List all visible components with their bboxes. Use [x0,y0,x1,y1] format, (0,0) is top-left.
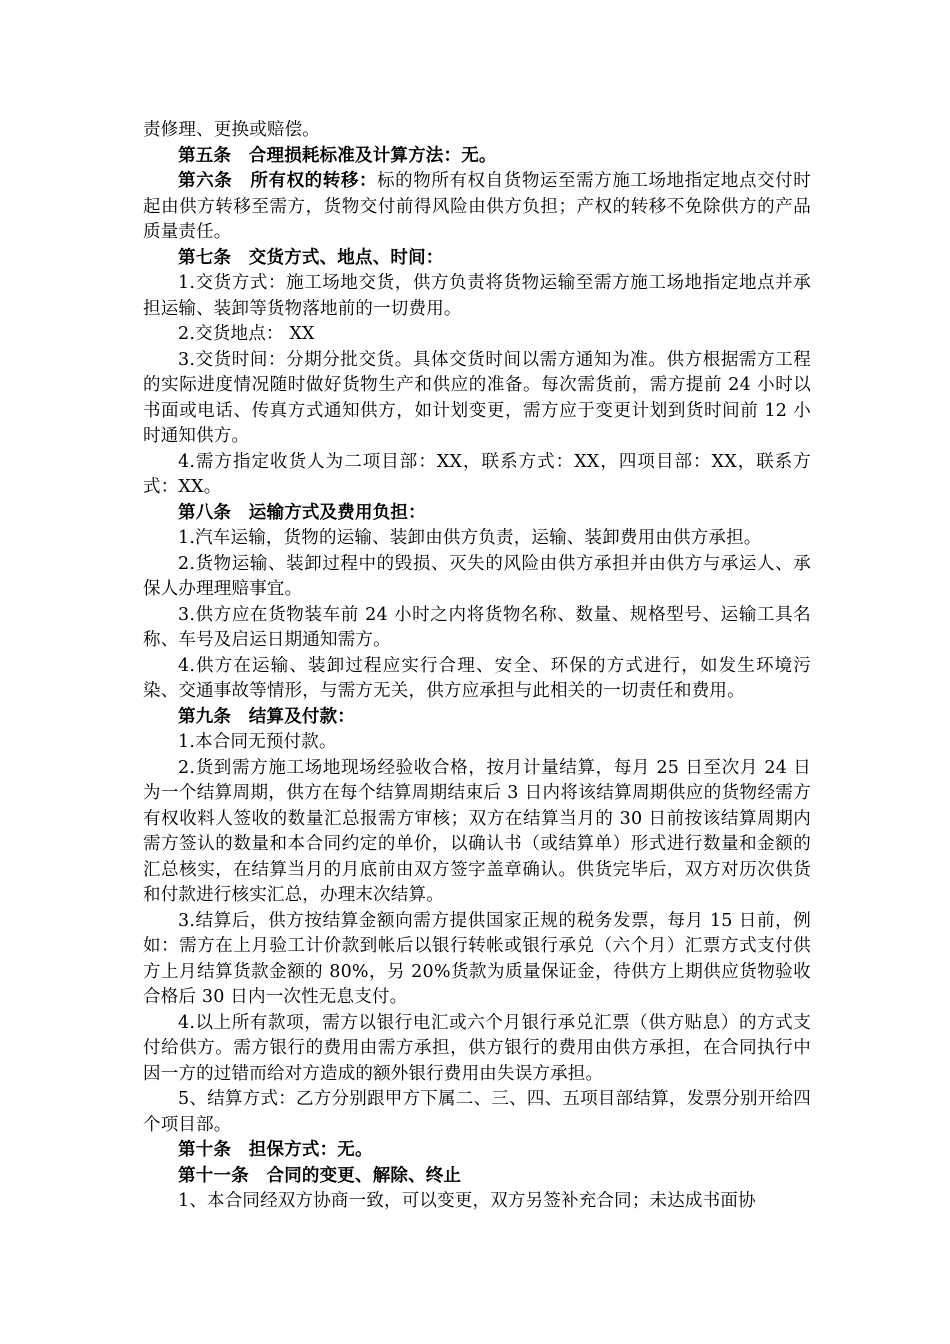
paragraph-text: 3.交货时间：分期分批交货。具体交货时间以需方通知为准。供方根据需方工程的实际进度情况随时做好货物生产和供应的准备。每次需货前，需方提前 24 小时以书面或电话、传真方式通知供方，如计划变更，需方应于变更计划到货时间前 12 小时通知供方。 [143,349,811,446]
contract-text-body [143,118,811,1215]
article-heading: 第六条 所有权的转移： [178,171,378,191]
paragraph-text: 3.结算后，供方按结算金额向需方提供国家正规的税务发票，每月 15 日前，例如：需方在上月验工计价款到帐后以银行转帐或银行承兑（六个月）汇票方式支付供方上月结算货款金额的 80%，另 20%货款为质量保证金，待供方上期供应货物验收合格后 30 日内一次性无息支付。 [143,910,811,1007]
paragraph-text: 5、结算方式：乙方分别跟甲方下属二、三、四、五项目部结算，发票分别开给四个项目部。 [143,1089,811,1135]
paragraph-text: 4.供方在运输、装卸过程应实行合理、安全、环保的方式进行，如发生环境污染、交通事故等情形，与需方无关，供方应承担与此相关的一切责任和费用。 [143,655,811,701]
paragraph [143,322,811,348]
paragraph [143,1189,811,1215]
article-heading: 第五条 合理损耗标准及计算方法： [178,145,462,166]
paragraph [143,705,811,731]
paragraph-text: 2.交货地点： XX [178,324,315,344]
paragraph [143,909,811,1011]
article-heading: 第八条 运输方式及费用负担： [178,502,426,523]
paragraph [143,603,811,654]
paragraph [143,246,811,272]
paragraph [143,144,811,170]
paragraph-text: 2.货到需方施工场地现场经验收合格，按月计量结算，每月 25 日至次月 24 日为一个结算周期，供方在每个结算周期结束后 3 日内将该结算周期供应的货物经需方有权收料人签收的数量汇总报需方审核；双方在结算当月的 30 日前按该结算周期内需方签认的数量和本合同约定的单价，以确认书（或结算单）形式进行数量和金额的汇总核实，在结算当月的月底前由双方签字盖章确认。供货完毕后，双方对历次供货和付款进行核实汇总，办理末次结算。 [143,757,811,905]
paragraph-text: 1.交货方式：施工场地交货，供方负责将货物运输至需方施工场地指定地点并承担运输、装卸等货物落地前的一切费用。 [143,273,811,319]
paragraph-text: 标的物所有权自货物运至需方施工场地指定地点交付时起由供方转移至需方，货物交付前得风险由供方负担；产权的转移不免除供方的产品质量责任。 [143,171,811,242]
paragraph-text: 无。 [461,145,497,166]
paragraph-text: 1.本合同无预付款。 [178,732,337,752]
paragraph [143,756,811,909]
article-heading: 第十一条 合同的变更、解除、终止 [178,1165,462,1186]
paragraph [143,552,811,603]
paragraph [143,501,811,527]
paragraph [143,1138,811,1164]
article-heading: 第十条 担保方式：无。 [178,1140,373,1160]
paragraph-text: 4.以上所有款项，需方以银行电汇或六个月银行承兑汇票（供方贴息）的方式支付给供方。需方银行的费用由需方承担，供方银行的费用由供方承担，在合同执行中因一方的过错而给对方造成的额外银行费用由失误方承担。 [143,1012,811,1084]
paragraph-text: 2.货物运输、装卸过程中的毁损、灭失的风险由供方承担并由供方与承运人、承保人办理理赔事宜。 [143,553,811,599]
paragraph [143,271,811,322]
paragraph [143,1087,811,1138]
paragraph-text: 1.汽车运输，货物的运输、装卸由供方负责，运输、装卸费用由供方承担。 [178,528,762,548]
paragraph [143,348,811,450]
paragraph [143,654,811,705]
article-heading: 第七条 交货方式、地点、时间： [178,247,444,268]
paragraph [143,730,811,756]
article-heading: 第九条 结算及付款： [178,706,355,727]
paragraph-text: 4.需方指定收货人为二项目部：XX，联系方式：XX，四项目部：XX，联系方式：XX。 [143,451,811,497]
paragraph [143,118,811,144]
paragraph [143,1011,811,1088]
paragraph [143,169,811,246]
paragraph [143,526,811,552]
paragraph [143,450,811,501]
paragraph [143,1164,811,1190]
paragraph-text: 3.供方应在货物装车前 24 小时之内将货物名称、数量、规格型号、运输工具名称、车号及启运日期通知需方。 [143,604,811,650]
paragraph-text: 责修理、更换或赔偿。 [143,120,320,140]
paragraph-text: 1、本合同经双方协商一致，可以变更，双方另签补充合同；未达成书面协 [178,1191,756,1211]
